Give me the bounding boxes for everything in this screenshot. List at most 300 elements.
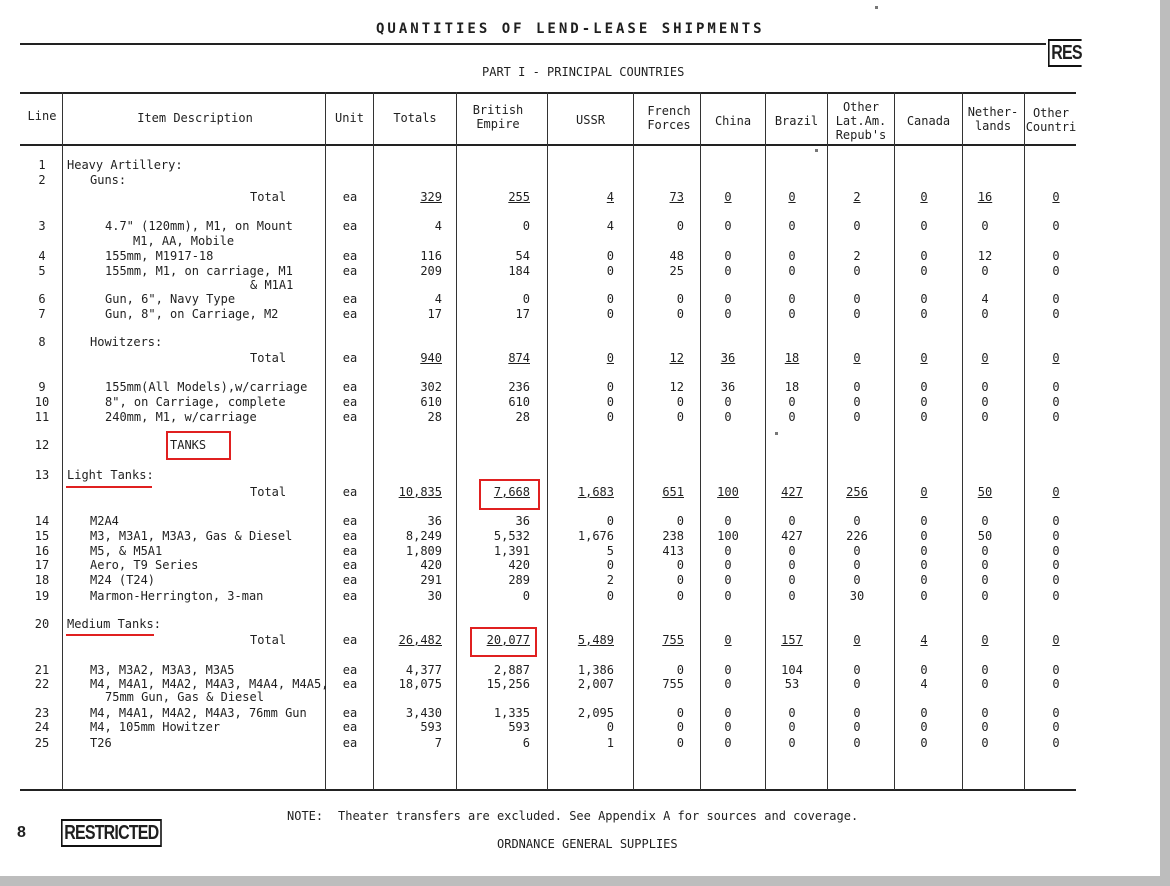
row-value: 0 bbox=[788, 410, 796, 424]
row-value: 0 bbox=[853, 351, 861, 365]
row-total-label: Total bbox=[250, 633, 287, 647]
col-header-brazil: Brazil bbox=[774, 114, 819, 128]
row-value: 0 bbox=[920, 706, 928, 720]
row-value: 4 bbox=[606, 219, 614, 233]
row-item-description: & M1A1 bbox=[250, 278, 294, 292]
row-value: 0 bbox=[853, 264, 861, 278]
row-value: 755 bbox=[662, 633, 684, 647]
row-value: 0 bbox=[981, 633, 989, 647]
row-value: 0 bbox=[1052, 736, 1060, 750]
row-value: 5,489 bbox=[577, 633, 614, 647]
row-value: 2,095 bbox=[577, 706, 614, 720]
row-line-number: 12 bbox=[34, 438, 50, 452]
row-value: 1,391 bbox=[493, 544, 530, 558]
row-value: 420 bbox=[420, 558, 442, 572]
row-item-description: M2A4 bbox=[90, 514, 119, 528]
row-value: 0 bbox=[724, 544, 732, 558]
row-line-number: 20 bbox=[34, 617, 50, 631]
row-value: 0 bbox=[853, 219, 861, 233]
row-value: 4,377 bbox=[405, 663, 442, 677]
row-value: 20,077 bbox=[486, 633, 530, 647]
row-value: 0 bbox=[676, 573, 684, 587]
row-value: 7,668 bbox=[493, 485, 530, 499]
row-line-number: 8 bbox=[38, 335, 46, 349]
footer-caption: ORDNANCE GENERAL SUPPLIES bbox=[497, 837, 678, 851]
row-unit: ea bbox=[342, 307, 358, 321]
row-value: 50 bbox=[977, 485, 993, 499]
row-item-description: Guns: bbox=[90, 173, 127, 187]
row-value: 0 bbox=[1052, 485, 1060, 499]
note-label: NOTE: bbox=[287, 809, 324, 823]
row-value: 0 bbox=[981, 706, 989, 720]
row-line-number: 9 bbox=[38, 380, 46, 394]
row-value: 0 bbox=[920, 249, 928, 263]
header-bottom-rule bbox=[20, 144, 1076, 146]
row-value: 0 bbox=[724, 589, 732, 603]
row-value: 0 bbox=[1052, 395, 1060, 409]
row-value: 1,683 bbox=[577, 485, 614, 499]
row-value: 0 bbox=[981, 677, 989, 691]
row-value: 0 bbox=[1052, 573, 1060, 587]
row-value: 0 bbox=[853, 573, 861, 587]
row-value: 0 bbox=[920, 351, 928, 365]
row-value: 0 bbox=[676, 292, 684, 306]
row-value: 255 bbox=[508, 190, 530, 204]
col-divider bbox=[765, 92, 766, 790]
row-value: 36 bbox=[720, 351, 736, 365]
col-header-canada: Canada bbox=[906, 114, 951, 128]
row-value: 0 bbox=[522, 292, 530, 306]
row-item-description: Gun, 6", Navy Type bbox=[105, 292, 236, 306]
row-value: 0 bbox=[676, 395, 684, 409]
row-unit: ea bbox=[342, 544, 358, 558]
table-bottom-rule bbox=[20, 789, 1076, 791]
row-value: 28 bbox=[427, 410, 442, 424]
row-line-number: 3 bbox=[38, 219, 46, 233]
row-value: 0 bbox=[920, 410, 928, 424]
col-divider bbox=[633, 92, 634, 790]
row-value: 0 bbox=[981, 264, 989, 278]
row-value: 48 bbox=[669, 249, 684, 263]
row-item-description: M4, M4A1, M4A2, M4A3, 76mm Gun bbox=[90, 706, 307, 720]
row-value: 0 bbox=[981, 514, 989, 528]
row-line-number: 6 bbox=[38, 292, 46, 306]
row-unit: ea bbox=[342, 395, 358, 409]
col-header-french-forces: French Forces bbox=[647, 104, 691, 132]
row-value: 0 bbox=[606, 514, 614, 528]
col-divider bbox=[62, 92, 63, 790]
row-value: 2,887 bbox=[493, 663, 530, 677]
annotation-box-medium-total bbox=[470, 627, 537, 657]
col-divider bbox=[1024, 92, 1025, 790]
row-value: 0 bbox=[853, 292, 861, 306]
row-value: 593 bbox=[508, 720, 530, 734]
row-value: 16 bbox=[977, 190, 993, 204]
row-value: 0 bbox=[1052, 410, 1060, 424]
row-item-description: 240mm, M1, w/carriage bbox=[105, 410, 257, 424]
col-header-netherlands: Nether- lands bbox=[967, 105, 1019, 133]
row-value: 17 bbox=[515, 307, 530, 321]
row-line-number: 11 bbox=[34, 410, 50, 424]
row-value: 0 bbox=[853, 720, 861, 734]
row-unit: ea bbox=[342, 190, 358, 204]
row-value: 100 bbox=[717, 529, 739, 543]
row-value: 0 bbox=[920, 264, 928, 278]
row-value: 184 bbox=[508, 264, 530, 278]
row-value: 0 bbox=[676, 219, 684, 233]
restricted-stamp-bottom: RESTRICTED bbox=[61, 819, 162, 847]
row-value: 0 bbox=[522, 219, 530, 233]
row-value: 12 bbox=[669, 380, 684, 394]
row-value: 0 bbox=[920, 307, 928, 321]
page-edge-right bbox=[1160, 0, 1170, 886]
row-value: 25 bbox=[669, 264, 684, 278]
col-divider bbox=[700, 92, 701, 790]
row-value: 0 bbox=[788, 395, 796, 409]
row-value: 7 bbox=[434, 736, 442, 750]
row-item-description: TANKS bbox=[170, 438, 207, 452]
row-value: 0 bbox=[853, 663, 861, 677]
row-line-number: 19 bbox=[34, 589, 50, 603]
row-value: 18 bbox=[784, 351, 800, 365]
row-value: 0 bbox=[724, 190, 732, 204]
restricted-stamp-top: RES bbox=[1048, 39, 1082, 67]
row-unit: ea bbox=[342, 589, 358, 603]
row-value: 0 bbox=[1052, 529, 1060, 543]
row-value: 53 bbox=[784, 677, 800, 691]
row-value: 1,386 bbox=[577, 663, 614, 677]
row-value: 0 bbox=[853, 736, 861, 750]
print-speck bbox=[875, 6, 878, 9]
row-item-description: M24 (T24) bbox=[90, 573, 156, 587]
row-value: 0 bbox=[853, 706, 861, 720]
row-value: 0 bbox=[981, 307, 989, 321]
col-header-item: Item Description bbox=[137, 111, 253, 125]
row-value: 30 bbox=[849, 589, 865, 603]
row-value: 0 bbox=[920, 589, 928, 603]
row-line-number: 25 bbox=[34, 736, 50, 750]
row-value: 4 bbox=[606, 190, 614, 204]
row-line-number: 1 bbox=[38, 158, 46, 172]
row-unit: ea bbox=[342, 633, 358, 647]
row-line-number: 17 bbox=[34, 558, 50, 572]
row-value: 0 bbox=[853, 544, 861, 558]
row-unit: ea bbox=[342, 573, 358, 587]
row-value: 0 bbox=[981, 663, 989, 677]
row-value: 0 bbox=[724, 720, 732, 734]
row-unit: ea bbox=[342, 249, 358, 263]
row-unit: ea bbox=[342, 663, 358, 677]
row-value: 427 bbox=[781, 529, 803, 543]
row-value: 0 bbox=[788, 720, 796, 734]
row-value: 0 bbox=[920, 558, 928, 572]
row-value: 0 bbox=[606, 264, 614, 278]
row-value: 238 bbox=[662, 529, 684, 543]
row-value: 0 bbox=[724, 219, 732, 233]
row-value: 0 bbox=[1052, 720, 1060, 734]
row-value: 0 bbox=[981, 573, 989, 587]
row-value: 0 bbox=[788, 190, 796, 204]
row-value: 0 bbox=[920, 395, 928, 409]
col-header-unit: Unit bbox=[335, 111, 364, 125]
row-value: 236 bbox=[508, 380, 530, 394]
row-value: 4 bbox=[920, 677, 928, 691]
row-item-description: M3, M3A2, M3A3, M3A5 bbox=[90, 663, 235, 677]
row-value: 0 bbox=[788, 558, 796, 572]
row-item-description: Gun, 8", on Carriage, M2 bbox=[105, 307, 279, 321]
row-value: 0 bbox=[676, 514, 684, 528]
row-value: 0 bbox=[1052, 292, 1060, 306]
row-item-description: M4, 105mm Howitzer bbox=[90, 720, 221, 734]
row-value: 0 bbox=[724, 514, 732, 528]
row-value: 0 bbox=[981, 736, 989, 750]
row-value: 36 bbox=[515, 514, 530, 528]
col-header-other-lat-am: Other Lat.Am. Repub's bbox=[835, 100, 887, 142]
row-value: 0 bbox=[853, 395, 861, 409]
row-value: 0 bbox=[1052, 380, 1060, 394]
row-value: 593 bbox=[420, 720, 442, 734]
row-value: 36 bbox=[427, 514, 442, 528]
row-value: 0 bbox=[981, 380, 989, 394]
row-value: 0 bbox=[788, 736, 796, 750]
row-value: 0 bbox=[606, 410, 614, 424]
row-value: 0 bbox=[676, 736, 684, 750]
page-subtitle: PART I - PRINCIPAL COUNTRIES bbox=[482, 65, 685, 79]
row-line-number: 2 bbox=[38, 173, 46, 187]
row-value: 1 bbox=[606, 736, 614, 750]
row-value: 0 bbox=[853, 307, 861, 321]
row-value: 0 bbox=[724, 395, 732, 409]
row-value: 0 bbox=[920, 720, 928, 734]
row-value: 291 bbox=[420, 573, 442, 587]
row-value: 5 bbox=[606, 544, 614, 558]
row-value: 0 bbox=[788, 249, 796, 263]
row-value: 0 bbox=[920, 485, 928, 499]
row-value: 4 bbox=[920, 633, 928, 647]
row-value: 0 bbox=[981, 410, 989, 424]
row-value: 0 bbox=[788, 573, 796, 587]
row-line-number: 23 bbox=[34, 706, 50, 720]
row-value: 2 bbox=[606, 573, 614, 587]
table-top-rule bbox=[20, 92, 1076, 94]
row-value: 209 bbox=[420, 264, 442, 278]
col-divider bbox=[456, 92, 457, 790]
row-unit: ea bbox=[342, 380, 358, 394]
row-value: 0 bbox=[606, 720, 614, 734]
row-unit: ea bbox=[342, 706, 358, 720]
row-value: 0 bbox=[920, 736, 928, 750]
row-value: 0 bbox=[606, 292, 614, 306]
row-value: 0 bbox=[676, 410, 684, 424]
row-value: 0 bbox=[676, 663, 684, 677]
note-text: Theater transfers are excluded. See Appendix A for sources and coverage. bbox=[338, 809, 859, 823]
row-value: 54 bbox=[515, 249, 530, 263]
row-value: 0 bbox=[920, 573, 928, 587]
row-value: 0 bbox=[981, 558, 989, 572]
row-value: 116 bbox=[420, 249, 442, 263]
page-edge-bottom bbox=[0, 876, 1170, 886]
row-value: 610 bbox=[420, 395, 442, 409]
row-total-label: Total bbox=[250, 190, 287, 204]
row-value: 0 bbox=[920, 529, 928, 543]
row-value: 0 bbox=[788, 307, 796, 321]
row-value: 0 bbox=[724, 249, 732, 263]
row-value: 0 bbox=[788, 589, 796, 603]
row-value: 0 bbox=[788, 264, 796, 278]
row-value: 0 bbox=[606, 558, 614, 572]
row-total-label: Total bbox=[250, 485, 287, 499]
col-header-china: China bbox=[714, 114, 752, 128]
row-item-description: M4, M4A1, M4A2, M4A3, M4A4, M4A5, bbox=[90, 677, 329, 691]
row-unit: ea bbox=[342, 264, 358, 278]
row-value: 0 bbox=[920, 380, 928, 394]
row-value: 940 bbox=[420, 351, 442, 365]
row-line-number: 24 bbox=[34, 720, 50, 734]
row-value: 18,075 bbox=[398, 677, 442, 691]
row-value: 420 bbox=[508, 558, 530, 572]
row-unit: ea bbox=[342, 410, 358, 424]
row-value: 0 bbox=[920, 219, 928, 233]
row-value: 0 bbox=[788, 292, 796, 306]
row-line-number: 5 bbox=[38, 264, 46, 278]
row-value: 12 bbox=[669, 351, 684, 365]
annotation-box-light-total bbox=[479, 479, 540, 510]
row-value: 0 bbox=[676, 720, 684, 734]
row-value: 0 bbox=[724, 633, 732, 647]
row-line-number: 18 bbox=[34, 573, 50, 587]
row-value: 0 bbox=[1052, 307, 1060, 321]
row-value: 100 bbox=[717, 485, 739, 499]
row-value: 0 bbox=[1052, 663, 1060, 677]
row-item-description: 155mm, M1, on carriage, M1 bbox=[105, 264, 293, 278]
row-line-number: 21 bbox=[34, 663, 50, 677]
row-value: 0 bbox=[1052, 264, 1060, 278]
row-value: 2,007 bbox=[577, 677, 614, 691]
row-line-number: 14 bbox=[34, 514, 50, 528]
row-value: 12 bbox=[977, 249, 993, 263]
row-unit: ea bbox=[342, 514, 358, 528]
row-value: 8,249 bbox=[405, 529, 442, 543]
row-value: 0 bbox=[724, 264, 732, 278]
row-item-description: T26 bbox=[90, 736, 112, 750]
page-number: 8 bbox=[17, 824, 26, 841]
row-item-description: Medium Tanks: bbox=[67, 617, 161, 631]
row-value: 0 bbox=[853, 380, 861, 394]
row-unit: ea bbox=[342, 529, 358, 543]
row-value: 413 bbox=[662, 544, 684, 558]
row-value: 874 bbox=[508, 351, 530, 365]
row-unit: ea bbox=[342, 558, 358, 572]
row-item-description: Light Tanks: bbox=[67, 468, 154, 482]
row-value: 18 bbox=[784, 380, 800, 394]
row-value: 4 bbox=[434, 219, 442, 233]
row-value: 104 bbox=[781, 663, 803, 677]
row-value: 0 bbox=[920, 292, 928, 306]
row-unit: ea bbox=[342, 485, 358, 499]
col-header-line: Line bbox=[27, 109, 57, 123]
row-value: 0 bbox=[853, 514, 861, 528]
row-line-number: 4 bbox=[38, 249, 46, 263]
row-value: 0 bbox=[676, 589, 684, 603]
row-unit: ea bbox=[342, 219, 358, 233]
row-value: 302 bbox=[420, 380, 442, 394]
row-value: 2 bbox=[853, 249, 861, 263]
annotation-underline-light-tanks bbox=[66, 486, 152, 488]
row-value: 427 bbox=[781, 485, 803, 499]
row-value: 0 bbox=[981, 219, 989, 233]
row-line-number: 13 bbox=[34, 468, 50, 482]
col-header-other-countries: Other Countri bbox=[1025, 106, 1077, 134]
row-item-description: M5, & M5A1 bbox=[90, 544, 163, 558]
row-value: 1,335 bbox=[493, 706, 530, 720]
row-unit: ea bbox=[342, 351, 358, 365]
row-value: 0 bbox=[1052, 677, 1060, 691]
page-title: QUANTITIES OF LEND-LEASE SHIPMENTS bbox=[376, 21, 765, 37]
row-value: 0 bbox=[724, 736, 732, 750]
row-value: 30 bbox=[427, 589, 442, 603]
row-value: 0 bbox=[1052, 633, 1060, 647]
row-unit: ea bbox=[342, 292, 358, 306]
row-value: 6 bbox=[522, 736, 530, 750]
row-unit: ea bbox=[342, 677, 358, 691]
row-item-description: M3, M3A1, M3A3, Gas & Diesel bbox=[90, 529, 293, 543]
annotation-box-tanks bbox=[166, 431, 231, 460]
row-value: 157 bbox=[781, 633, 803, 647]
row-item-description: 75mm Gun, Gas & Diesel bbox=[105, 690, 264, 704]
print-speck bbox=[775, 432, 778, 435]
row-item-description: 155mm(All Models),w/carriage bbox=[105, 380, 308, 394]
row-value: 0 bbox=[724, 677, 732, 691]
row-value: 0 bbox=[981, 589, 989, 603]
row-item-description: 8", on Carriage, complete bbox=[105, 395, 286, 409]
row-value: 0 bbox=[1052, 544, 1060, 558]
row-value: 0 bbox=[676, 558, 684, 572]
row-value: 0 bbox=[788, 514, 796, 528]
row-value: 0 bbox=[676, 706, 684, 720]
row-value: 50 bbox=[977, 529, 993, 543]
row-value: 0 bbox=[724, 573, 732, 587]
row-value: 329 bbox=[420, 190, 442, 204]
row-item-description: Howitzers: bbox=[90, 335, 163, 349]
row-value: 0 bbox=[724, 307, 732, 321]
row-value: 0 bbox=[1052, 351, 1060, 365]
annotation-underline-medium-tanks bbox=[66, 634, 154, 636]
row-value: 755 bbox=[662, 677, 684, 691]
row-value: 289 bbox=[508, 573, 530, 587]
row-value: 0 bbox=[606, 351, 614, 365]
row-value: 10,835 bbox=[398, 485, 442, 499]
row-value: 3,430 bbox=[405, 706, 442, 720]
row-line-number: 7 bbox=[38, 307, 46, 321]
row-value: 0 bbox=[1052, 589, 1060, 603]
row-value: 0 bbox=[1052, 249, 1060, 263]
row-value: 0 bbox=[981, 351, 989, 365]
row-value: 0 bbox=[788, 706, 796, 720]
row-value: 0 bbox=[724, 292, 732, 306]
row-line-number: 16 bbox=[34, 544, 50, 558]
row-value: 0 bbox=[724, 706, 732, 720]
row-value: 0 bbox=[606, 380, 614, 394]
col-header-british-empire: British Empire bbox=[472, 103, 524, 131]
col-divider bbox=[827, 92, 828, 790]
row-value: 0 bbox=[606, 395, 614, 409]
print-speck bbox=[815, 149, 818, 152]
row-value: 0 bbox=[981, 544, 989, 558]
row-total-label: Total bbox=[250, 351, 287, 365]
row-value: 0 bbox=[788, 219, 796, 233]
row-value: 0 bbox=[1052, 706, 1060, 720]
row-item-description: Aero, T9 Series bbox=[90, 558, 199, 572]
